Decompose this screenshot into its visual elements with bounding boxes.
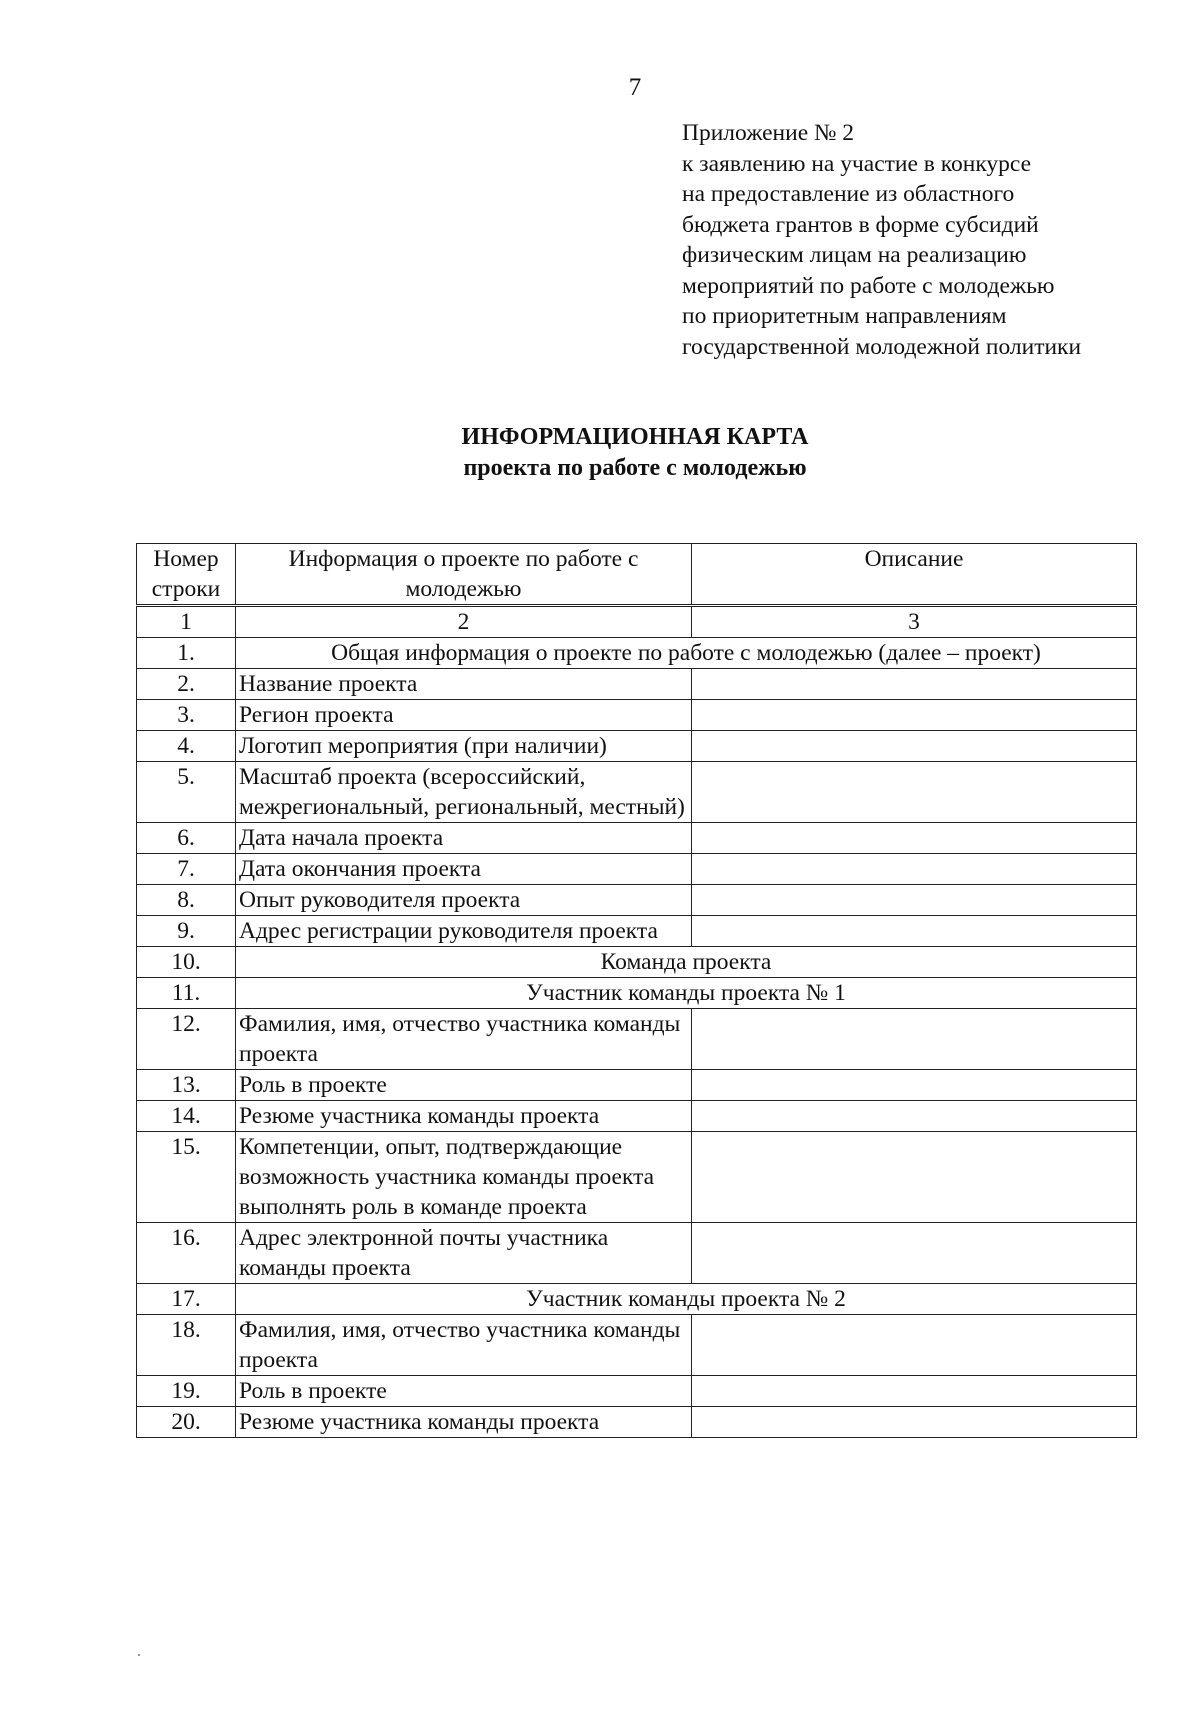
row-number: 14.	[137, 1101, 236, 1132]
appendix-line: по приоритетным направлениям	[682, 303, 1007, 329]
description-cell[interactable]	[692, 1009, 1137, 1070]
project-info-label: Опыт руководителя проекта	[236, 885, 692, 916]
project-info-label: Резюме участника команды проекта	[236, 1407, 692, 1438]
description-cell[interactable]	[692, 1376, 1137, 1407]
table-row	[137, 947, 1137, 978]
section-heading: Участник команды проекта № 1	[236, 978, 1137, 1009]
description-cell[interactable]	[692, 1101, 1137, 1132]
document-title-line2: проекта по работе с молодежью	[463, 455, 807, 481]
page-number: 7	[628, 74, 642, 101]
table-body	[137, 638, 1137, 1438]
table-row	[137, 1070, 1137, 1101]
table-row	[137, 700, 1137, 731]
table-row	[137, 638, 1137, 669]
appendix-note	[682, 118, 1182, 362]
row-number: 20.	[137, 1407, 236, 1438]
description-cell[interactable]	[692, 762, 1137, 823]
appendix-line: к заявлению на участие в конкурсе	[682, 150, 1032, 177]
description-cell[interactable]	[692, 669, 1137, 700]
row-number: 3.	[137, 700, 236, 731]
table-row	[137, 669, 1137, 700]
column-number: 3	[692, 606, 1137, 638]
row-number: 8.	[137, 885, 236, 916]
description-cell[interactable]	[692, 700, 1137, 731]
column-number-row	[137, 606, 1137, 638]
table-row	[137, 854, 1137, 885]
description-cell[interactable]	[692, 1070, 1137, 1101]
column-number: 2	[236, 606, 692, 638]
information-card-table	[136, 543, 1137, 1438]
project-info-label: Фамилия, имя, отчество участника команды проекта	[236, 1009, 692, 1070]
description-cell[interactable]	[692, 916, 1137, 947]
appendix-line: государственной молодежной политики	[682, 333, 1082, 360]
project-info-label: Роль в проекте	[236, 1376, 692, 1407]
row-number: 6.	[137, 823, 236, 854]
row-number: 12.	[137, 1009, 236, 1070]
table-row	[137, 1132, 1137, 1223]
appendix-line: мероприятий по работе с молодежью	[682, 272, 1055, 299]
table-row	[137, 762, 1137, 823]
row-number: 4.	[137, 731, 236, 762]
row-number: 18.	[137, 1315, 236, 1376]
row-number: 16.	[137, 1223, 236, 1284]
description-cell[interactable]	[692, 823, 1137, 854]
project-info-label: Регион проекта	[236, 700, 692, 731]
description-cell[interactable]	[692, 1223, 1137, 1284]
table-row	[137, 978, 1137, 1009]
row-number: 2.	[137, 669, 236, 700]
table-row	[137, 1284, 1137, 1315]
description-cell[interactable]	[692, 1315, 1137, 1376]
description-cell[interactable]	[692, 854, 1137, 885]
column-number: 1	[137, 606, 236, 638]
section-heading: Участник команды проекта № 2	[236, 1284, 1137, 1315]
table-row	[137, 1101, 1137, 1132]
section-heading: Команда проекта	[236, 947, 1137, 978]
table-row	[137, 885, 1137, 916]
header-row-number: Номер строки	[137, 544, 236, 606]
project-info-label: Дата окончания проекта	[236, 854, 692, 885]
description-cell[interactable]	[692, 885, 1137, 916]
project-info-label: Адрес регистрации руководителя проекта	[236, 916, 692, 947]
document-title-line1: ИНФОРМАЦИОННАЯ КАРТА	[461, 424, 809, 450]
project-info-label: Логотип мероприятия (при наличии)	[236, 731, 692, 762]
row-number: 5.	[137, 762, 236, 823]
appendix-line: на предоставление из областного	[682, 181, 1015, 207]
description-cell[interactable]	[692, 731, 1137, 762]
table-row	[137, 823, 1137, 854]
row-number: 7.	[137, 854, 236, 885]
project-info-label: Адрес электронной почты участника команды проекта	[236, 1223, 692, 1284]
table-row	[137, 731, 1137, 762]
table-row	[137, 1407, 1137, 1438]
row-number: 9.	[137, 916, 236, 947]
section-heading: Общая информация о проекте по работе с молодежью (далее – проект)	[236, 638, 1137, 669]
project-info-label: Масштаб проекта (всероссийский, межрегиональный, региональный, местный)	[236, 762, 692, 823]
row-number: 15.	[137, 1132, 236, 1223]
table-row	[137, 1223, 1137, 1284]
row-number: 11.	[137, 978, 236, 1009]
project-info-label: Компетенции, опыт, подтверждающие возможность участника команды проекта выполнять роль в команде проекта	[236, 1132, 692, 1223]
table-row	[137, 1009, 1137, 1070]
table-row	[137, 1376, 1137, 1407]
header-project-info: Информация о проекте по работе с молодежью	[236, 544, 692, 606]
project-info-label: Фамилия, имя, отчество участника команды проекта	[236, 1315, 692, 1376]
row-number: 13.	[137, 1070, 236, 1101]
document-title	[0, 422, 1200, 484]
table-header-row	[137, 544, 1137, 606]
appendix-line: физическим лицам на реализацию	[682, 242, 1027, 268]
row-number: 19.	[137, 1376, 236, 1407]
project-info-label: Роль в проекте	[236, 1070, 692, 1101]
scan-speck	[138, 1654, 140, 1656]
row-number: 10.	[137, 947, 236, 978]
project-info-label: Название проекта	[236, 669, 692, 700]
project-info-label: Дата начала проекта	[236, 823, 692, 854]
project-info-label: Резюме участника команды проекта	[236, 1101, 692, 1132]
description-cell[interactable]	[692, 1132, 1137, 1223]
header-description: Описание	[692, 544, 1137, 606]
row-number: 17.	[137, 1284, 236, 1315]
appendix-line: Приложение № 2	[682, 120, 855, 146]
row-number: 1.	[137, 638, 236, 669]
table-row	[137, 916, 1137, 947]
appendix-line: бюджета грантов в форме субсидий	[682, 211, 1039, 238]
table-row	[137, 1315, 1137, 1376]
description-cell[interactable]	[692, 1407, 1137, 1438]
